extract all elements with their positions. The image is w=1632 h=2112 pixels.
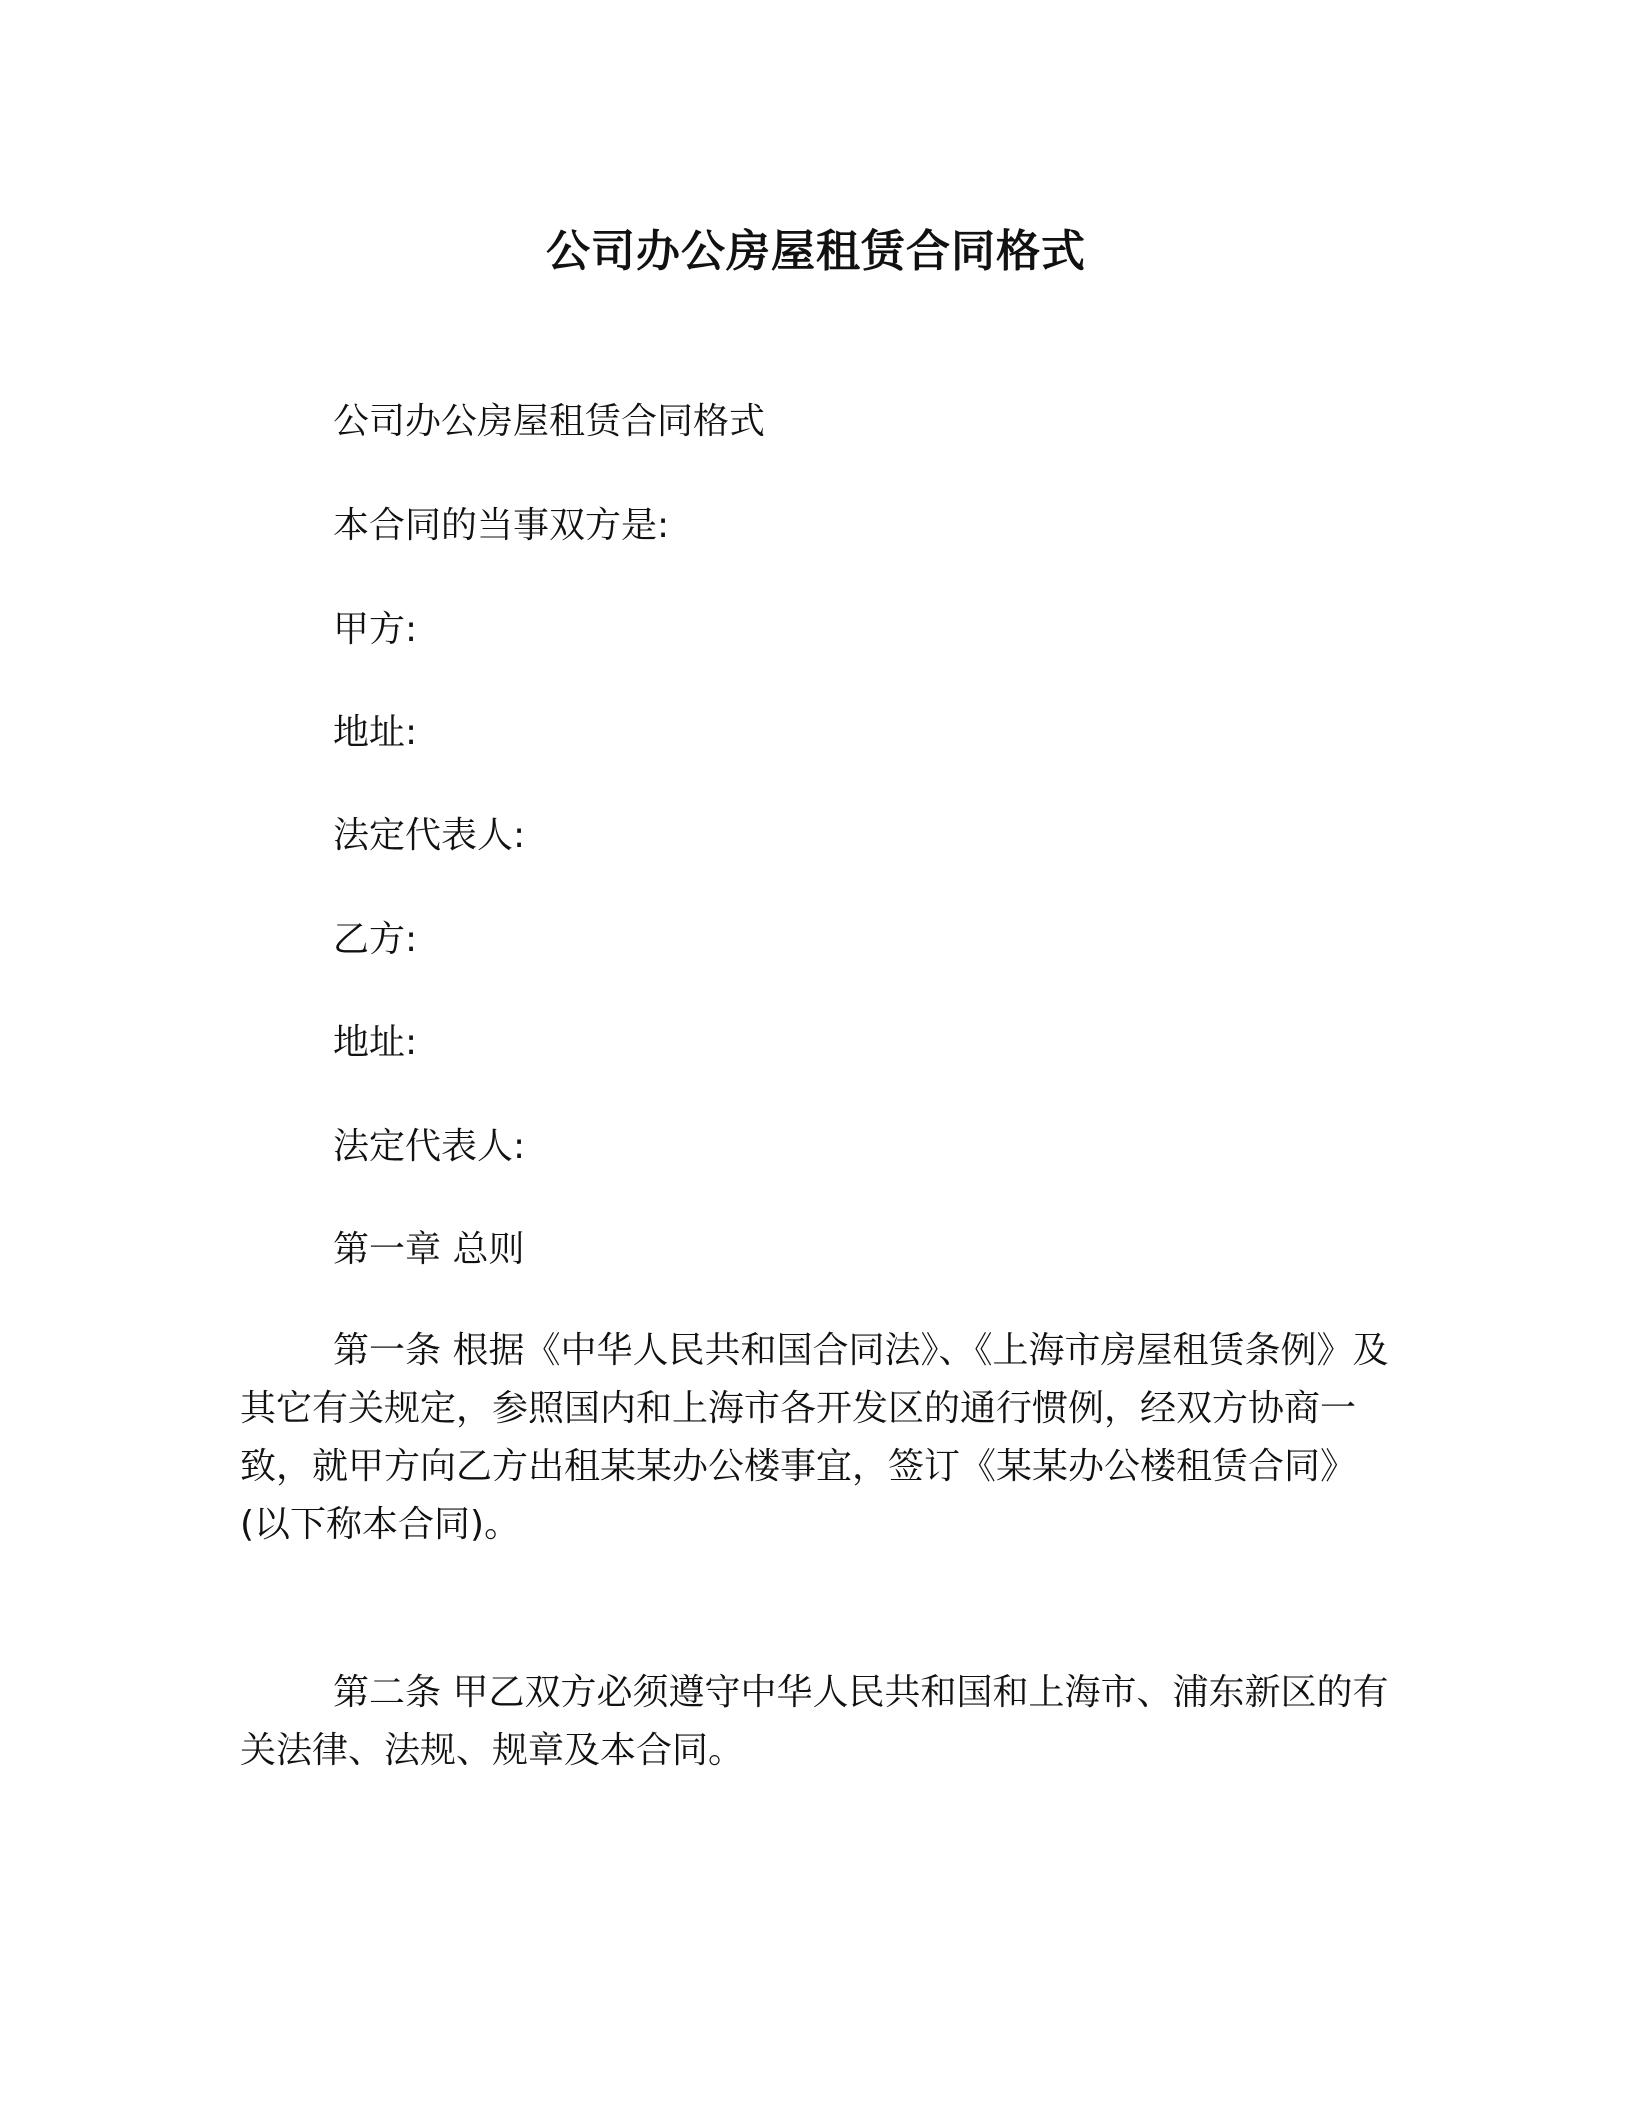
party-b-label: 乙方:: [333, 919, 418, 960]
party-b-representative-label: 法定代表人:: [333, 1126, 526, 1167]
parties-intro-line: 本合同的当事双方是:: [333, 505, 670, 546]
chapter-heading: 第一章 总则: [333, 1229, 525, 1270]
subtitle-line: 公司办公房屋租赁合同格式: [333, 401, 766, 442]
article-one-text: 第一条 根据《中华人民共和国合同法》、《上海市房屋租赁条例》及其它有关规定，参照国内和上海市各开发区的通行惯例，经双方协商一致，就甲方向乙方出租某某办公楼事宜，签订《某某办公楼租赁合同》(以下称本合同)。: [240, 1330, 1389, 1545]
party-b-address-label: 地址:: [333, 1022, 418, 1063]
party-a-representative-label: 法定代表人:: [333, 815, 526, 856]
article-two-paragraph: [240, 1664, 1400, 1780]
party-a-address-label: 地址:: [333, 712, 418, 753]
article-one-paragraph: [240, 1322, 1400, 1554]
document-title: 公司办公房屋租赁合同格式: [546, 226, 1086, 277]
party-a-label: 甲方:: [333, 609, 418, 650]
article-two-text: 第二条 甲乙双方必须遵守中华人民共和国和上海市、浦东新区的有关法律、法规、规章及本合同。: [240, 1672, 1389, 1771]
